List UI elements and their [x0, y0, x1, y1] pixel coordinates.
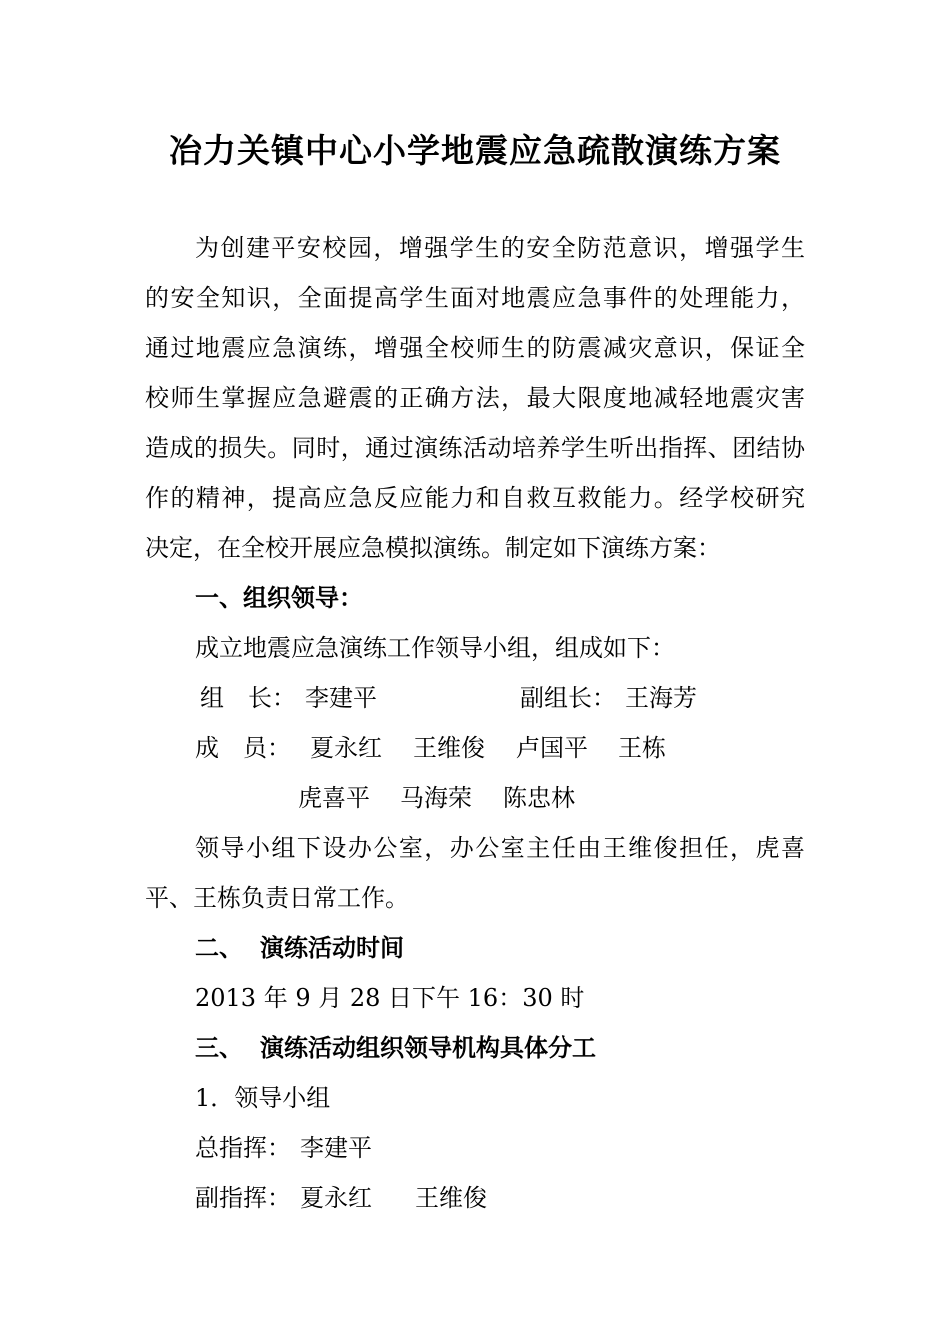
section-2-number: 二、	[195, 933, 243, 962]
member-name: 马海荣	[400, 784, 472, 812]
member-name: 虎喜平	[298, 784, 370, 812]
section-1-heading: 一、组织领导：	[195, 583, 363, 612]
member-name: 王栋	[618, 734, 666, 762]
deputy-leader-name: 王海芳	[625, 684, 697, 712]
intro-line-6: 作的精神，提高应急反应能力和自救互救能力。经学校研究	[145, 484, 805, 512]
section-3-heading: 演练活动组织领导机构具体分工	[260, 1033, 596, 1062]
deputy-commander-name: 夏永红	[300, 1184, 372, 1212]
leader-label: 组 长：	[200, 684, 296, 712]
member-name: 卢国平	[516, 734, 588, 762]
drill-time: 2013 年 9 月 28 日下午 16：30 时	[195, 984, 585, 1012]
intro-line-2: 的安全知识，全面提高学生面对地震应急事件的处理能力，	[145, 284, 805, 312]
deputy-leader-label: 副组长：	[520, 684, 616, 712]
deputy-commander-name: 王维俊	[415, 1184, 487, 1212]
leader-name: 李建平	[305, 684, 377, 712]
intro-line-5: 造成的损失。同时，通过演练活动培养学生听出指挥、团结协	[145, 434, 805, 462]
section-2-heading: 演练活动时间	[260, 933, 404, 962]
intro-line-4: 校师生掌握应急避震的正确方法，最大限度地减轻地震灾害	[145, 384, 805, 412]
intro-line-3: 通过地震应急演练，增强全校师生的防震减灾意识，保证全	[145, 334, 805, 362]
deputy-commander-label: 副指挥：	[195, 1184, 291, 1212]
member-name: 陈忠林	[503, 784, 575, 812]
office-line-2: 平、王栋负责日常工作。	[145, 884, 409, 912]
commander-label: 总指挥：	[195, 1134, 291, 1162]
intro-line-7: 决定，在全校开展应急模拟演练。制定如下演练方案：	[145, 534, 721, 562]
section-3-number: 三、	[195, 1033, 243, 1062]
office-line-1: 领导小组下设办公室，办公室主任由王维俊担任，虎喜	[195, 834, 805, 862]
section-1-intro: 成立地震应急演练工作领导小组，组成如下：	[195, 634, 675, 662]
subsection-1-heading: 1．领导小组	[195, 1084, 331, 1112]
members-label: 成 员：	[195, 734, 291, 762]
document-title: 冶力关镇中心小学地震应急疏散演练方案	[169, 131, 781, 170]
intro-line-1: 为创建平安校园，增强学生的安全防范意识，增强学生	[195, 234, 805, 262]
member-name: 王维俊	[413, 734, 485, 762]
commander-name: 李建平	[300, 1134, 372, 1162]
member-name: 夏永红	[310, 734, 382, 762]
